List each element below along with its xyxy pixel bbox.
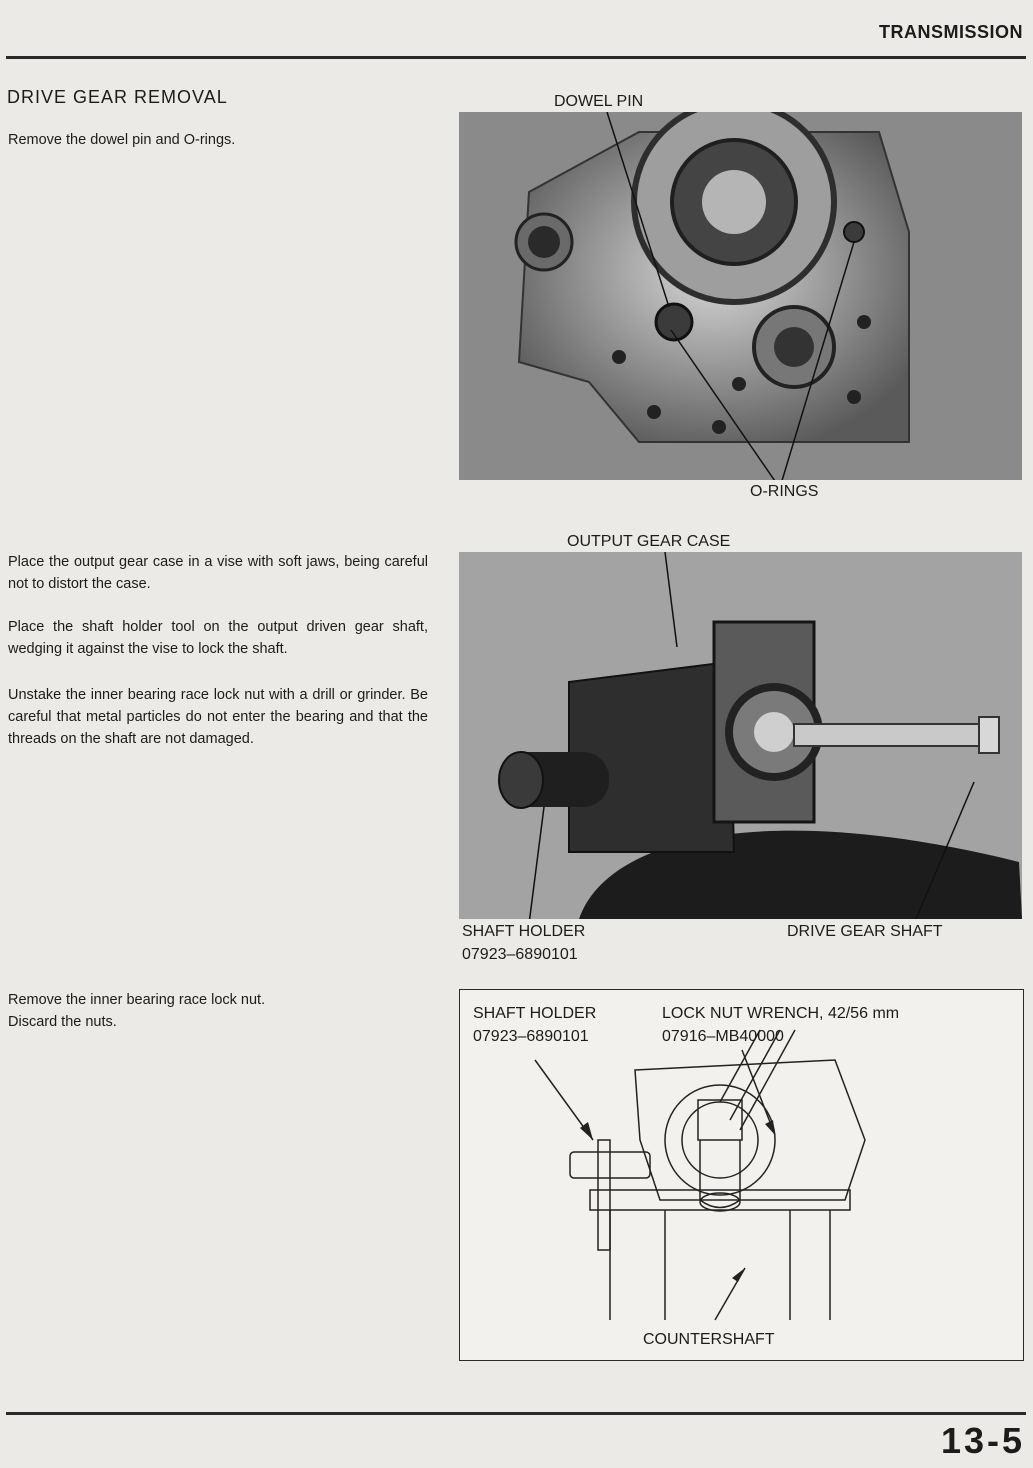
diagram-label-shaft-holder: SHAFT HOLDER [473,1005,597,1022]
label-dowel-pin: DOWEL PIN [554,93,644,110]
output-case-illustration [459,552,1022,919]
step-unstake: Unstake the inner bearing race lock nut with a drill or grinder. Be careful that metal particles do not enter the bearing and that the threads on the shaft are not damaged. [8,687,428,747]
diagram-label-lock-nut-wrench [662,1005,899,1023]
step-place-vise: Place the output gear case in a vise with soft jaws, being careful not to distort the case. [8,554,428,592]
gear-case-illustration [459,112,1022,480]
label-drive-gear-shaft: DRIVE GEAR SHAFT [787,923,943,940]
photo-output-gear-case [459,552,1022,919]
step-remove-dowel: Remove the dowel pin and O-rings. [8,132,236,148]
section-title: DRIVE GEAR REMOVAL [7,87,228,107]
lock-nut-wrench-text: LOCK NUT WRENCH, 42/56 [662,1005,868,1022]
diagram-lock-nut-removal [459,989,1024,1361]
step-remove-nut: Remove the inner bearing race lock nut. [8,992,266,1008]
running-header: TRANSMISSION [878,22,1023,42]
label-shaft-holder: SHAFT HOLDER [462,923,586,940]
footer-rule [6,1412,1026,1415]
diagram-label-shaft-holder-part: 07923–6890101 [473,1028,589,1045]
page-number: 13-5 [940,1420,1025,1461]
diagram-label-wrench-part: 07916–MB40000 [662,1028,784,1045]
label-o-rings: O-RINGS [750,483,819,500]
label-output-gear-case: OUTPUT GEAR CASE [567,533,731,550]
label-shaft-holder-part: 07923–6890101 [462,946,578,963]
header-rule [6,56,1026,59]
step-place-holder: Place the shaft holder tool on the output driven gear shaft, wedging it against the vise to lock the shaft. [8,619,428,657]
lock-nut-wrench-unit: mm [872,1005,900,1022]
photo-gear-case [459,112,1022,480]
diagram-label-countershaft: COUNTERSHAFT [643,1331,775,1348]
step-discard: Discard the nuts. [8,1014,117,1030]
